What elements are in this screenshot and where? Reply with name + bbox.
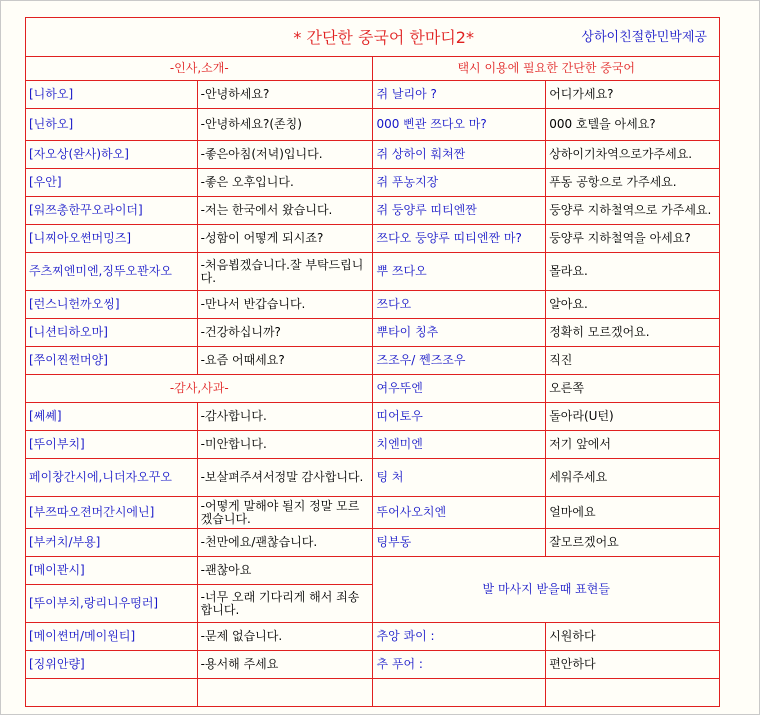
chinese-phrase: [쭈이찐쩐머양] xyxy=(26,347,198,375)
taxi-phrase: 팅 처 xyxy=(373,459,546,497)
section-taxi-heading: 택시 이용에 필요한 간단한 중국어 xyxy=(373,57,720,81)
chinese-phrase: [메이꽌시] xyxy=(26,557,198,585)
taxi-meaning: 돌아라(U턴) xyxy=(546,403,720,431)
taxi-phrase: 여우뚜엔 xyxy=(373,375,546,403)
massage-meaning: 편안하다 xyxy=(546,651,720,679)
massage-phrase: 추앙 콰이 : xyxy=(373,623,546,651)
taxi-phrase: 쥐 푸농지장 xyxy=(373,169,546,197)
korean-meaning: -천만에요/괜찮습니다. xyxy=(197,529,373,557)
chinese-phrase: [메이쎤머/메이원티] xyxy=(26,623,198,651)
taxi-phrase: 쯔다오 둥양루 띠티엔짠 마? xyxy=(373,225,546,253)
taxi-meaning: 알아요. xyxy=(546,291,720,319)
section-massage-heading: 발 마사지 받을때 표현들 xyxy=(373,557,720,623)
taxi-phrase: 쯔다오 xyxy=(373,291,546,319)
table-row xyxy=(26,623,720,651)
taxi-meaning: 직진 xyxy=(546,347,720,375)
table-row xyxy=(26,651,720,679)
taxi-phrase: 쥐 둥양루 띠티엔짠 xyxy=(373,197,546,225)
taxi-meaning: 정확히 모르겠어요. xyxy=(546,319,720,347)
empty-cell xyxy=(546,679,720,707)
chinese-phrase: [쎼쎼] xyxy=(26,403,198,431)
chinese-phrase: [부커치/부용] xyxy=(26,529,198,557)
chinese-phrase: [뚜이부치,랑리니우떵러] xyxy=(26,585,198,623)
table-row xyxy=(26,291,720,319)
chinese-phrase: [워쯔총한꾸오라이더] xyxy=(26,197,198,225)
taxi-phrase: 쥐 날리아 ? xyxy=(373,81,546,109)
table-row xyxy=(26,225,720,253)
phrase-table xyxy=(25,17,720,707)
section-thanks-heading: -감사,사과- xyxy=(26,375,373,403)
chinese-phrase: [우안] xyxy=(26,169,198,197)
taxi-phrase: 팅부동 xyxy=(373,529,546,557)
taxi-meaning: 상하이기차역으로가주세요. xyxy=(546,141,720,169)
korean-meaning: -괜찮아요 xyxy=(197,557,373,585)
taxi-meaning: 몰라요. xyxy=(546,253,720,291)
table-row xyxy=(26,459,720,497)
korean-meaning: -안녕하세요?(존칭) xyxy=(197,109,373,141)
table-row xyxy=(26,347,720,375)
korean-meaning: -용서해 주세요 xyxy=(197,651,373,679)
taxi-meaning: 잘모르겠어요 xyxy=(546,529,720,557)
massage-phrase: 추 푸어 : xyxy=(373,651,546,679)
korean-meaning: -성함이 어떻게 되시죠? xyxy=(197,225,373,253)
chinese-phrase: [뚜이부치] xyxy=(26,431,198,459)
provider-label: 상하이친절한민박제공 xyxy=(581,29,707,45)
taxi-meaning: 둥양루 지하철역으로 가주세요. xyxy=(546,197,720,225)
taxi-phrase: 뚜어사오치엔 xyxy=(373,497,546,529)
korean-meaning: -좋은아침(저녁)입니다. xyxy=(197,141,373,169)
massage-meaning: 시원하다 xyxy=(546,623,720,651)
taxi-meaning: 어디가세요? xyxy=(546,81,720,109)
taxi-meaning: 푸동 공항으로 가주세요. xyxy=(546,169,720,197)
taxi-meaning: 000 호텔을 아세요? xyxy=(546,109,720,141)
chinese-phrase: [니션티하오마] xyxy=(26,319,198,347)
taxi-phrase: 000 삔관 쯔다오 마? xyxy=(373,109,546,141)
table-row xyxy=(26,431,720,459)
korean-meaning: -어떻게 말해야 될지 정말 모르겠습니다. xyxy=(197,497,373,529)
empty-cell xyxy=(26,679,198,707)
korean-meaning: -너무 오래 기다리게 해서 죄송합니다. xyxy=(197,585,373,623)
korean-meaning: -건강하십니까? xyxy=(197,319,373,347)
table-row xyxy=(26,319,720,347)
korean-meaning: -처음뵙겠습니다.잘 부탁드립니다. xyxy=(197,253,373,291)
table-row xyxy=(26,497,720,529)
taxi-phrase: 치엔미엔 xyxy=(373,431,546,459)
korean-meaning: -저는 한국에서 왔습니다. xyxy=(197,197,373,225)
taxi-phrase: 뿌 쯔다오 xyxy=(373,253,546,291)
taxi-phrase: 띠어토우 xyxy=(373,403,546,431)
table-row xyxy=(26,169,720,197)
table-row xyxy=(26,197,720,225)
table-row xyxy=(26,109,720,141)
chinese-phrase: [자오상(완사)하오] xyxy=(26,141,198,169)
table-row xyxy=(26,529,720,557)
korean-meaning: -만나서 반갑습니다. xyxy=(197,291,373,319)
taxi-phrase: 뿌타이 칭추 xyxy=(373,319,546,347)
page-title: * 간단한 중국어 한마디2* xyxy=(293,27,474,47)
chinese-phrase: [부쯔따오젼머간시에닌] xyxy=(26,497,198,529)
table-row xyxy=(26,403,720,431)
korean-meaning: -문제 없습니다. xyxy=(197,623,373,651)
korean-meaning: -좋은 오후입니다. xyxy=(197,169,373,197)
empty-cell xyxy=(373,679,546,707)
taxi-meaning: 얼마에요 xyxy=(546,497,720,529)
taxi-meaning: 저기 앞에서 xyxy=(546,431,720,459)
chinese-phrase: [닌하오] xyxy=(26,109,198,141)
section-greeting-heading: -인사,소개- xyxy=(26,57,373,81)
table-row xyxy=(26,253,720,291)
taxi-phrase: 쥐 상하이 훠쳐짠 xyxy=(373,141,546,169)
table-row xyxy=(26,141,720,169)
korean-meaning: -감사합니다. xyxy=(197,403,373,431)
chinese-phrase: [니찌아오쎤머밍즈] xyxy=(26,225,198,253)
chinese-phrase: [징위안량] xyxy=(26,651,198,679)
chinese-phrase: 페이창간시에,니더자오꾸오 xyxy=(26,459,198,497)
taxi-meaning: 세워주세요 xyxy=(546,459,720,497)
empty-cell xyxy=(197,679,373,707)
taxi-meaning: 둥양루 지하철역을 아세요? xyxy=(546,225,720,253)
table-row xyxy=(26,81,720,109)
chinese-phrase: [런스니헌까오씽] xyxy=(26,291,198,319)
korean-meaning: -요즘 어때세요? xyxy=(197,347,373,375)
title-row xyxy=(26,18,720,57)
korean-meaning: -안녕하세요? xyxy=(197,81,373,109)
chinese-phrase: [니하오] xyxy=(26,81,198,109)
chinese-phrase: 주츠찌엔미엔,징뚜오꽌자오 xyxy=(26,253,198,291)
taxi-phrase: 즈조우/ 쩬즈조우 xyxy=(373,347,546,375)
taxi-meaning: 오른쪽 xyxy=(546,375,720,403)
table-row xyxy=(26,679,720,707)
korean-meaning: -보살펴주셔서정말 감사합니다. xyxy=(197,459,373,497)
korean-meaning: -미안합니다. xyxy=(197,431,373,459)
table-row xyxy=(26,557,720,585)
